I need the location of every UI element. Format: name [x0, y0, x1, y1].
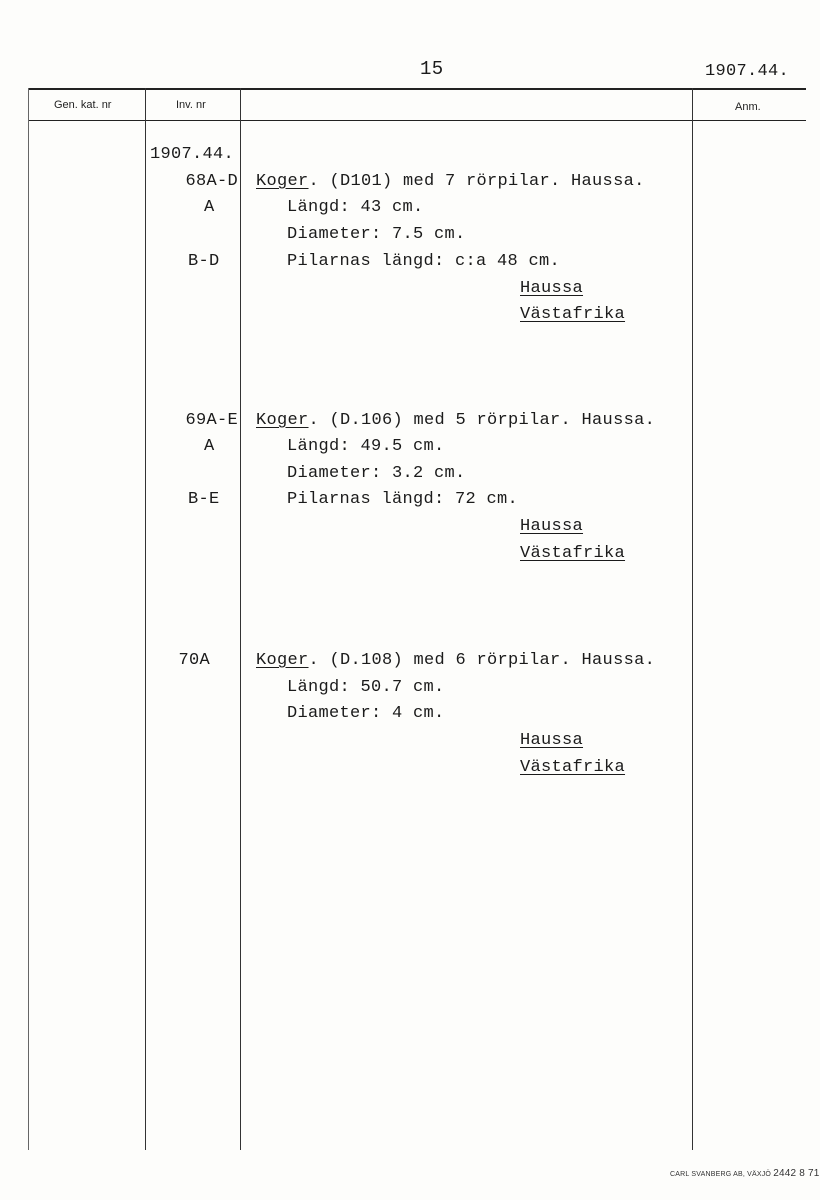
measure-line: Diameter: 4 cm.	[287, 704, 445, 723]
left-margin-line	[28, 88, 29, 1150]
people-label: Haussa	[520, 731, 584, 750]
measure-line: Längd: 43 cm.	[287, 198, 424, 217]
object-name: Koger	[256, 172, 309, 191]
measure-line: Längd: 50.7 cm.	[287, 678, 445, 697]
inv-number: 69A-E	[185, 411, 238, 430]
column-divider-gen	[145, 88, 146, 1150]
measure-line: Pilarnas längd: c:a 48 cm.	[287, 252, 561, 271]
column-divider-anm	[692, 88, 693, 1150]
column-divider-inv	[240, 88, 241, 1150]
inv-number: 70A	[178, 651, 210, 670]
column-header-gen-kat-nr: Gen. kat. nr	[54, 99, 112, 111]
printer-name: CARL SVANBERG AB, VÄXJÖ	[670, 1171, 772, 1178]
measure-line: Diameter: 7.5 cm.	[287, 225, 466, 244]
inv-number: 68A-D	[185, 172, 238, 191]
region-label: Västafrika	[520, 305, 626, 324]
object-name: Koger	[256, 411, 309, 430]
entry-title	[256, 651, 655, 670]
object-description: . (D.108) med 6 rörpilar. Haussa.	[308, 651, 656, 670]
form-code: 2442 8 71	[773, 1168, 820, 1179]
series-number-header: 1907.44.	[705, 62, 790, 81]
measure-line: Diameter: 3.2 cm.	[287, 464, 466, 483]
sub-inv: A	[204, 198, 215, 217]
sub-inv: B-D	[188, 252, 220, 271]
page-number: 15	[420, 58, 444, 80]
measure-line: Längd: 49.5 cm.	[287, 437, 445, 456]
sub-inv: A	[204, 437, 215, 456]
entry-title	[256, 411, 655, 430]
people-label: Haussa	[520, 517, 584, 536]
region-label: Västafrika	[520, 544, 626, 563]
object-description: . (D.106) med 5 rörpilar. Haussa.	[308, 411, 656, 430]
region-label: Västafrika	[520, 758, 626, 777]
people-label: Haussa	[520, 279, 584, 298]
sub-inv: B-E	[188, 490, 220, 509]
object-name: Koger	[256, 651, 309, 670]
printer-imprint	[670, 1168, 820, 1179]
column-header-anm: Anm.	[735, 101, 761, 113]
column-header-inv-nr: Inv. nr	[176, 99, 206, 111]
entry-title	[256, 172, 645, 191]
object-description: . (D101) med 7 rörpilar. Haussa.	[308, 172, 645, 191]
series-label: 1907.44.	[150, 145, 235, 164]
measure-line: Pilarnas längd: 72 cm.	[287, 490, 519, 509]
